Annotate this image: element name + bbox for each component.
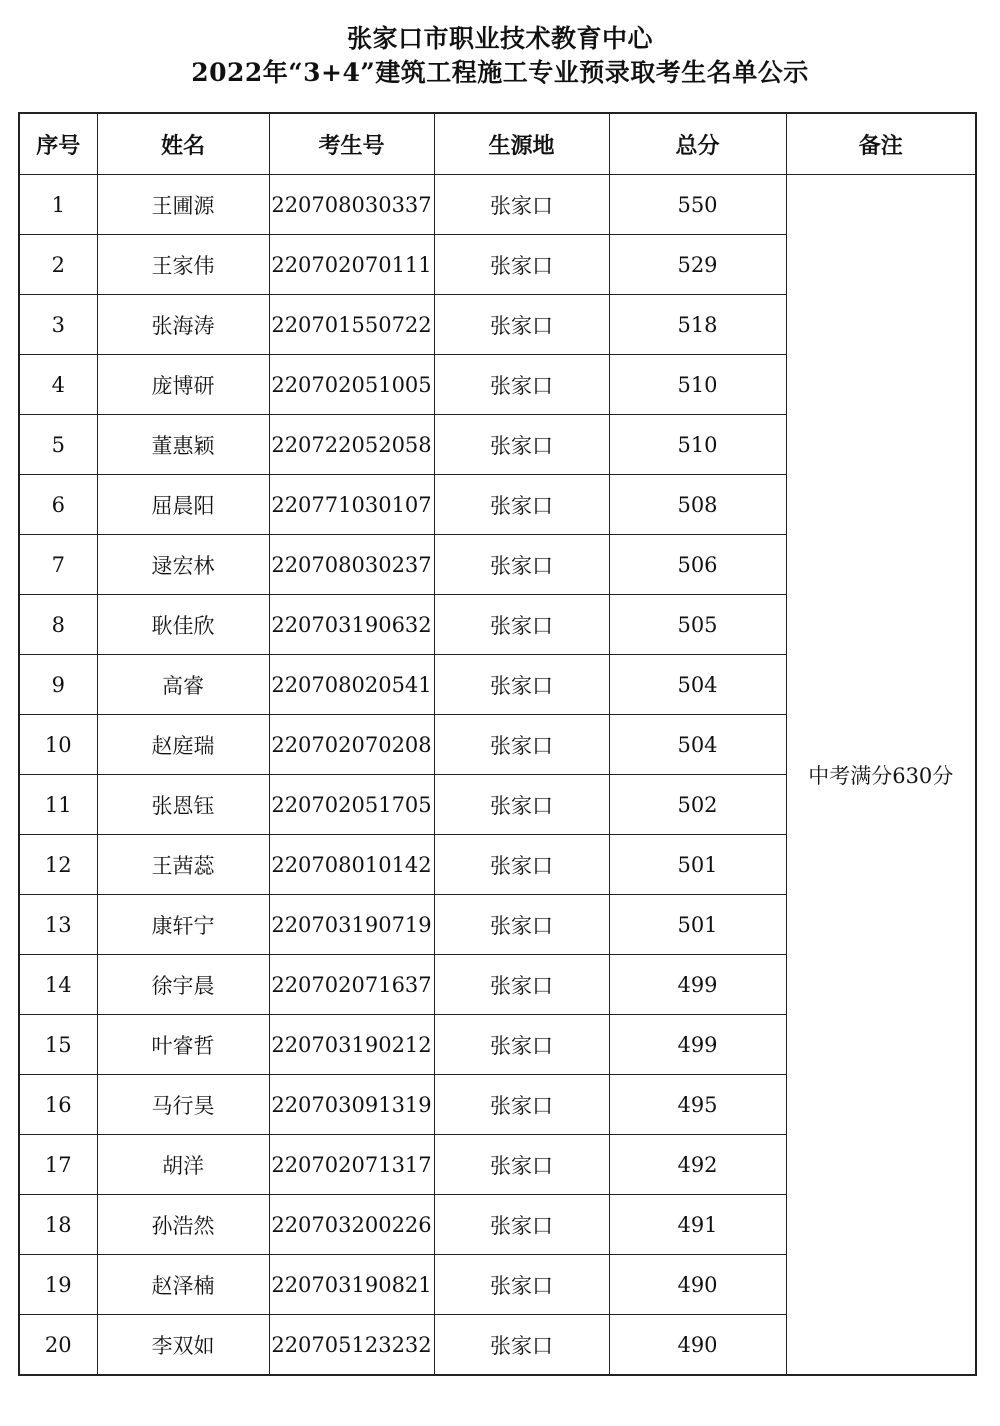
cell-exam-id: 220702070111 <box>269 235 434 295</box>
cell-number: 10 <box>19 715 97 775</box>
cell-name: 胡洋 <box>97 1135 269 1195</box>
cell-exam-id: 220703190719 <box>269 895 434 955</box>
cell-score: 495 <box>609 1075 786 1135</box>
cell-name: 王茜蕊 <box>97 835 269 895</box>
cell-origin: 张家口 <box>434 775 609 835</box>
header-exam-id: 考生号 <box>269 113 434 175</box>
cell-exam-id: 220702071317 <box>269 1135 434 1195</box>
cell-origin: 张家口 <box>434 355 609 415</box>
cell-score: 504 <box>609 715 786 775</box>
title-line-2: 2022年“3+4”建筑工程施工专业预录取考生名单公示 <box>191 58 809 87</box>
cell-score: 510 <box>609 355 786 415</box>
cell-name: 庞博研 <box>97 355 269 415</box>
header-score: 总分 <box>609 113 786 175</box>
cell-number: 15 <box>19 1015 97 1075</box>
cell-origin: 张家口 <box>434 835 609 895</box>
cell-origin: 张家口 <box>434 475 609 535</box>
cell-origin: 张家口 <box>434 955 609 1015</box>
cell-exam-id: 220702051005 <box>269 355 434 415</box>
header-origin: 生源地 <box>434 113 609 175</box>
cell-exam-id: 220708030237 <box>269 535 434 595</box>
cell-score: 508 <box>609 475 786 535</box>
cell-exam-id: 220722052058 <box>269 415 434 475</box>
cell-score: 492 <box>609 1135 786 1195</box>
cell-origin: 张家口 <box>434 895 609 955</box>
title-line-1: 张家口市职业技术教育中心 <box>346 24 653 53</box>
cell-score: 491 <box>609 1195 786 1255</box>
cell-name: 孙浩然 <box>97 1195 269 1255</box>
cell-origin: 张家口 <box>434 1015 609 1075</box>
cell-score: 490 <box>609 1255 786 1315</box>
cell-name: 屈晨阳 <box>97 475 269 535</box>
cell-exam-id: 220703190821 <box>269 1255 434 1315</box>
cell-origin: 张家口 <box>434 415 609 475</box>
cell-score: 529 <box>609 235 786 295</box>
table-body <box>19 175 976 1376</box>
cell-number: 5 <box>19 415 97 475</box>
cell-origin: 张家口 <box>434 655 609 715</box>
cell-number: 2 <box>19 235 97 295</box>
cell-number: 11 <box>19 775 97 835</box>
cell-origin: 张家口 <box>434 1075 609 1135</box>
cell-score: 501 <box>609 895 786 955</box>
cell-number: 9 <box>19 655 97 715</box>
cell-name: 李双如 <box>97 1315 269 1376</box>
cell-score: 499 <box>609 955 786 1015</box>
cell-number: 7 <box>19 535 97 595</box>
document-title <box>0 22 1000 90</box>
cell-score: 502 <box>609 775 786 835</box>
cell-name: 赵泽楠 <box>97 1255 269 1315</box>
cell-number: 4 <box>19 355 97 415</box>
cell-origin: 张家口 <box>434 295 609 355</box>
cell-exam-id: 220703190632 <box>269 595 434 655</box>
cell-score: 499 <box>609 1015 786 1075</box>
cell-name: 康轩宁 <box>97 895 269 955</box>
header-remark: 备注 <box>786 113 976 175</box>
cell-number: 17 <box>19 1135 97 1195</box>
cell-score: 501 <box>609 835 786 895</box>
cell-name: 高睿 <box>97 655 269 715</box>
cell-number: 1 <box>19 175 97 235</box>
cell-number: 8 <box>19 595 97 655</box>
cell-origin: 张家口 <box>434 175 609 235</box>
cell-number: 6 <box>19 475 97 535</box>
cell-score: 506 <box>609 535 786 595</box>
cell-number: 18 <box>19 1195 97 1255</box>
cell-origin: 张家口 <box>434 1195 609 1255</box>
cell-name: 王圃源 <box>97 175 269 235</box>
cell-origin: 张家口 <box>434 535 609 595</box>
table-header-row <box>19 113 976 175</box>
cell-name: 耿佳欣 <box>97 595 269 655</box>
cell-origin: 张家口 <box>434 1135 609 1195</box>
cell-name: 张恩钰 <box>97 775 269 835</box>
cell-number: 14 <box>19 955 97 1015</box>
cell-score: 490 <box>609 1315 786 1376</box>
cell-name: 叶睿哲 <box>97 1015 269 1075</box>
cell-name: 逯宏林 <box>97 535 269 595</box>
cell-origin: 张家口 <box>434 595 609 655</box>
cell-number: 3 <box>19 295 97 355</box>
cell-number: 20 <box>19 1315 97 1376</box>
cell-number: 19 <box>19 1255 97 1315</box>
cell-number: 16 <box>19 1075 97 1135</box>
cell-name: 王家伟 <box>97 235 269 295</box>
cell-exam-id: 220708020541 <box>269 655 434 715</box>
cell-score: 510 <box>609 415 786 475</box>
cell-exam-id: 220708010142 <box>269 835 434 895</box>
cell-exam-id: 220705123232 <box>269 1315 434 1376</box>
cell-name: 张海涛 <box>97 295 269 355</box>
cell-origin: 张家口 <box>434 235 609 295</box>
cell-name: 徐宇晨 <box>97 955 269 1015</box>
table-row <box>19 175 976 235</box>
header-name: 姓名 <box>97 113 269 175</box>
admission-table <box>18 112 977 1376</box>
cell-name: 董惠颖 <box>97 415 269 475</box>
cell-exam-id: 220708030337 <box>269 175 434 235</box>
cell-score: 518 <box>609 295 786 355</box>
cell-exam-id: 220703190212 <box>269 1015 434 1075</box>
cell-name: 马行昊 <box>97 1075 269 1135</box>
cell-origin: 张家口 <box>434 715 609 775</box>
cell-exam-id: 220703200226 <box>269 1195 434 1255</box>
cell-exam-id: 220701550722 <box>269 295 434 355</box>
cell-score: 550 <box>609 175 786 235</box>
cell-exam-id: 220702051705 <box>269 775 434 835</box>
cell-exam-id: 220702071637 <box>269 955 434 1015</box>
cell-number: 12 <box>19 835 97 895</box>
cell-name: 赵庭瑞 <box>97 715 269 775</box>
header-number: 序号 <box>19 113 97 175</box>
cell-score: 505 <box>609 595 786 655</box>
cell-score: 504 <box>609 655 786 715</box>
cell-origin: 张家口 <box>434 1315 609 1376</box>
cell-exam-id: 220703091319 <box>269 1075 434 1135</box>
cell-exam-id: 220771030107 <box>269 475 434 535</box>
cell-exam-id: 220702070208 <box>269 715 434 775</box>
cell-number: 13 <box>19 895 97 955</box>
cell-origin: 张家口 <box>434 1255 609 1315</box>
cell-remark: 中考满分630分 <box>786 175 976 1376</box>
